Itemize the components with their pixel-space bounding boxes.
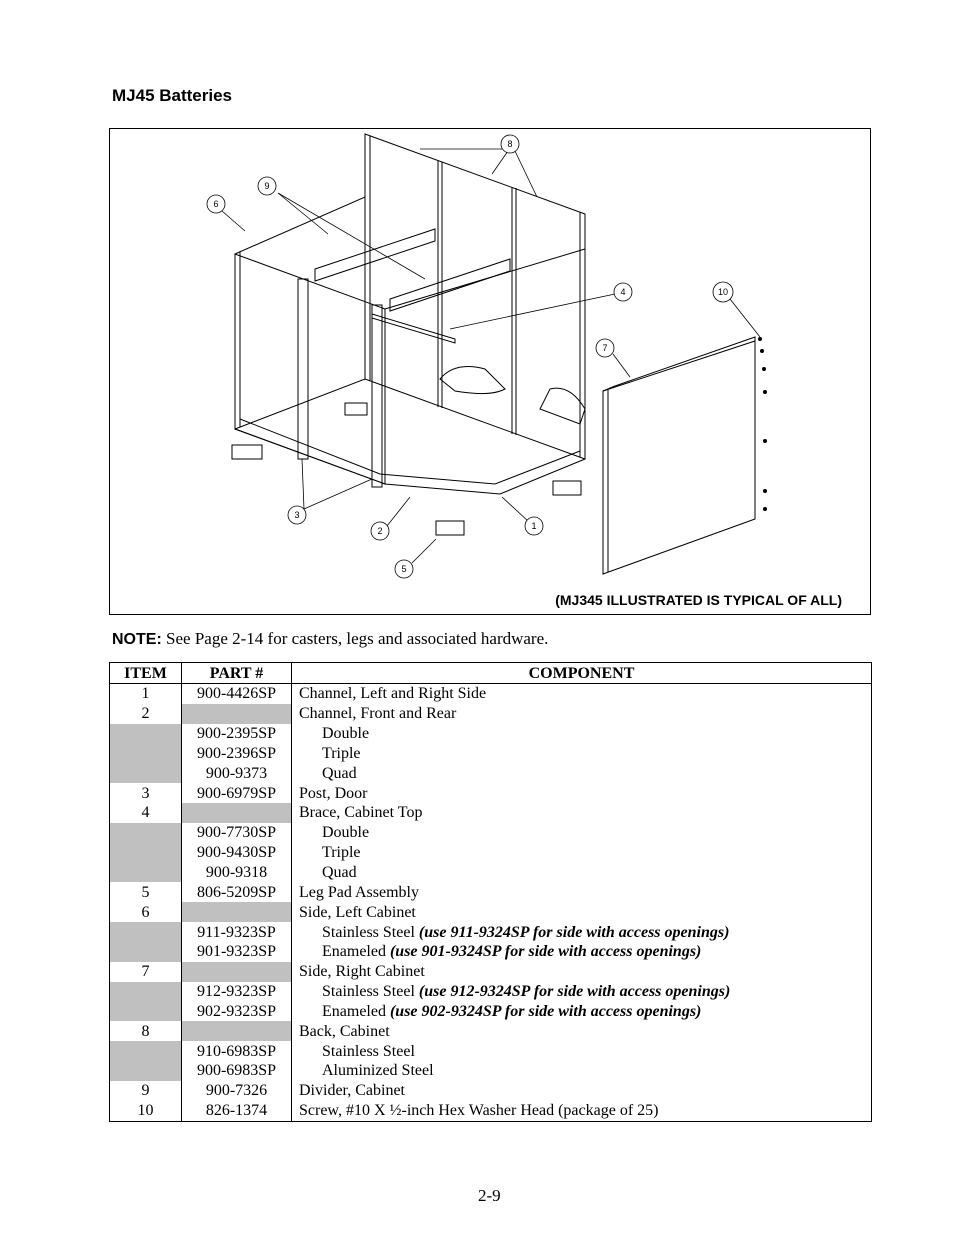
svg-text:6: 6 [213,199,219,209]
cell-component [292,823,872,843]
cell-component [292,1041,872,1061]
cell-item [110,922,182,942]
cell-component [292,744,872,764]
page-title: MJ45 Batteries [112,86,233,105]
right-side-outline [603,341,755,574]
cell-item [110,1002,182,1022]
component-note: (use 911-9324SP for side with access openings) [418,923,730,941]
cell-part [182,1021,292,1041]
table-row [110,704,872,724]
cell-part: 912-9323SP [182,982,292,1002]
component-name: Quad [322,764,357,782]
component-name: Double [322,824,370,842]
table-row [110,684,872,704]
cell-component [292,1101,872,1121]
cell-item [110,744,182,764]
cell-part: 900-7730SP [182,823,292,843]
header-part: PART # [182,663,292,684]
component-name: Channel, Left and Right Side [299,685,487,703]
cell-item: 9 [110,1081,182,1101]
cell-item: 10 [110,1101,182,1121]
cell-component [292,783,872,803]
cell-component [292,942,872,962]
table-row [110,823,872,843]
callout-7 [596,339,614,357]
callout-4 [614,283,632,301]
svg-text:9: 9 [264,181,270,191]
parts-table [109,662,872,1122]
component-name: Stainless Steel [322,1042,415,1060]
cell-item: 2 [110,704,182,724]
table-row [110,1002,872,1022]
component-name: Brace, Cabinet Top [299,804,423,822]
table-header-row [110,663,872,684]
svg-text:1: 1 [531,521,537,531]
cell-item: 8 [110,1021,182,1041]
cell-item [110,724,182,744]
component-name: Divider, Cabinet [299,1082,405,1100]
cell-part: 900-2396SP [182,744,292,764]
cell-part: 900-6979SP [182,783,292,803]
table-row [110,902,872,922]
svg-text:10: 10 [717,287,729,297]
table-row [110,803,872,823]
cell-component [292,902,872,922]
cell-part: 900-4426SP [182,684,292,704]
callout-9 [258,177,276,195]
cell-part: 900-9430SP [182,843,292,863]
cell-part [182,902,292,922]
table-row [110,843,872,863]
component-name: Stainless Steel [322,923,415,941]
callout-1 [525,517,543,535]
cell-item [110,823,182,843]
callout-10 [713,282,733,302]
component-name: Side, Right Cabinet [299,963,425,981]
table-row [110,1021,872,1041]
cell-item: 6 [110,902,182,922]
cell-part: 900-2395SP [182,724,292,744]
cell-part [182,704,292,724]
cell-component [292,1081,872,1101]
cell-component [292,922,872,942]
table-row [110,1081,872,1101]
figure-caption: (MJ345 ILLUSTRATED IS TYPICAL OF ALL) [555,592,842,608]
table-row [110,982,872,1002]
note-label: NOTE: [112,631,162,648]
callout-5 [395,560,413,578]
cell-component [292,684,872,704]
cell-part: 806-5209SP [182,882,292,902]
svg-text:2: 2 [377,526,383,536]
parts-table-body [110,684,872,1122]
cell-part: 900-9373 [182,763,292,783]
svg-text:5: 5 [401,564,407,574]
cell-item: 5 [110,882,182,902]
page-number: 2-9 [478,1186,501,1205]
cell-component [292,982,872,1002]
header-component: COMPONENT [292,663,872,684]
cell-item [110,863,182,883]
cell-item [110,982,182,1002]
callout-2 [371,522,389,540]
cell-item: 7 [110,962,182,982]
component-note: (use 901-9324SP for side with access openings) [389,943,702,961]
table-row [110,744,872,764]
component-name: Leg Pad Assembly [299,883,419,901]
cell-component [292,803,872,823]
component-name: Double [322,725,370,743]
component-note: (use 912-9324SP for side with access openings) [418,983,731,1001]
cell-part: 901-9323SP [182,942,292,962]
table-row [110,1041,872,1061]
cell-component [292,962,872,982]
cell-component [292,1061,872,1081]
table-row [110,724,872,744]
cell-item: 3 [110,783,182,803]
table-row [110,1061,872,1081]
note [112,629,548,649]
exploded-diagram [109,128,871,615]
cell-item [110,942,182,962]
cell-part: 910-6983SP [182,1041,292,1061]
svg-text:7: 7 [602,343,608,353]
component-name: Triple [322,844,361,862]
cell-item [110,763,182,783]
cell-item [110,843,182,863]
cell-part [182,803,292,823]
table-row [110,962,872,982]
cell-part: 826-1374 [182,1101,292,1121]
table-row [110,763,872,783]
table-row [110,942,872,962]
component-name: Post, Door [299,784,368,802]
cell-item: 1 [110,684,182,704]
cell-component [292,1002,872,1022]
component-name: Side, Left Cabinet [299,903,416,921]
cell-part: 902-9323SP [182,1002,292,1022]
table-row [110,783,872,803]
table-row [110,863,872,883]
header-item: ITEM [110,663,182,684]
cell-component [292,863,872,883]
svg-text:3: 3 [294,510,300,520]
component-name: Back, Cabinet [299,1022,390,1040]
cell-item [110,1041,182,1061]
component-name: Channel, Front and Rear [299,705,457,723]
cell-component [292,843,872,863]
cell-part: 900-7326 [182,1081,292,1101]
callout-3 [288,506,306,524]
cell-part: 900-6983SP [182,1061,292,1081]
component-name: Screw, #10 X ½-inch Hex Washer Head (package of 25) [299,1102,659,1120]
svg-text:4: 4 [620,287,626,297]
table-row [110,922,872,942]
component-note: (use 902-9324SP for side with access openings) [389,1002,702,1020]
table-row [110,882,872,902]
callout-6 [207,195,225,213]
component-name: Enameled [322,943,386,961]
cell-part: 911-9323SP [182,922,292,942]
cabinet-drawing [110,129,870,614]
callout-8 [501,135,519,153]
note-text: See Page 2-14 for casters, legs and associated hardware. [166,629,549,648]
component-name: Stainless Steel [322,983,415,1001]
cell-component [292,704,872,724]
cell-part [182,962,292,982]
cell-part: 900-9318 [182,863,292,883]
cell-component [292,763,872,783]
svg-text:8: 8 [507,139,513,149]
component-name: Triple [322,744,361,762]
component-name: Enameled [322,1002,386,1020]
left-side-outline [235,197,365,429]
cell-component [292,882,872,902]
cell-component [292,724,872,744]
cell-component [292,1021,872,1041]
cell-item: 4 [110,803,182,823]
component-name: Aluminized Steel [322,1062,434,1080]
table-row [110,1101,872,1121]
component-name: Quad [322,864,357,882]
cell-item [110,1061,182,1081]
